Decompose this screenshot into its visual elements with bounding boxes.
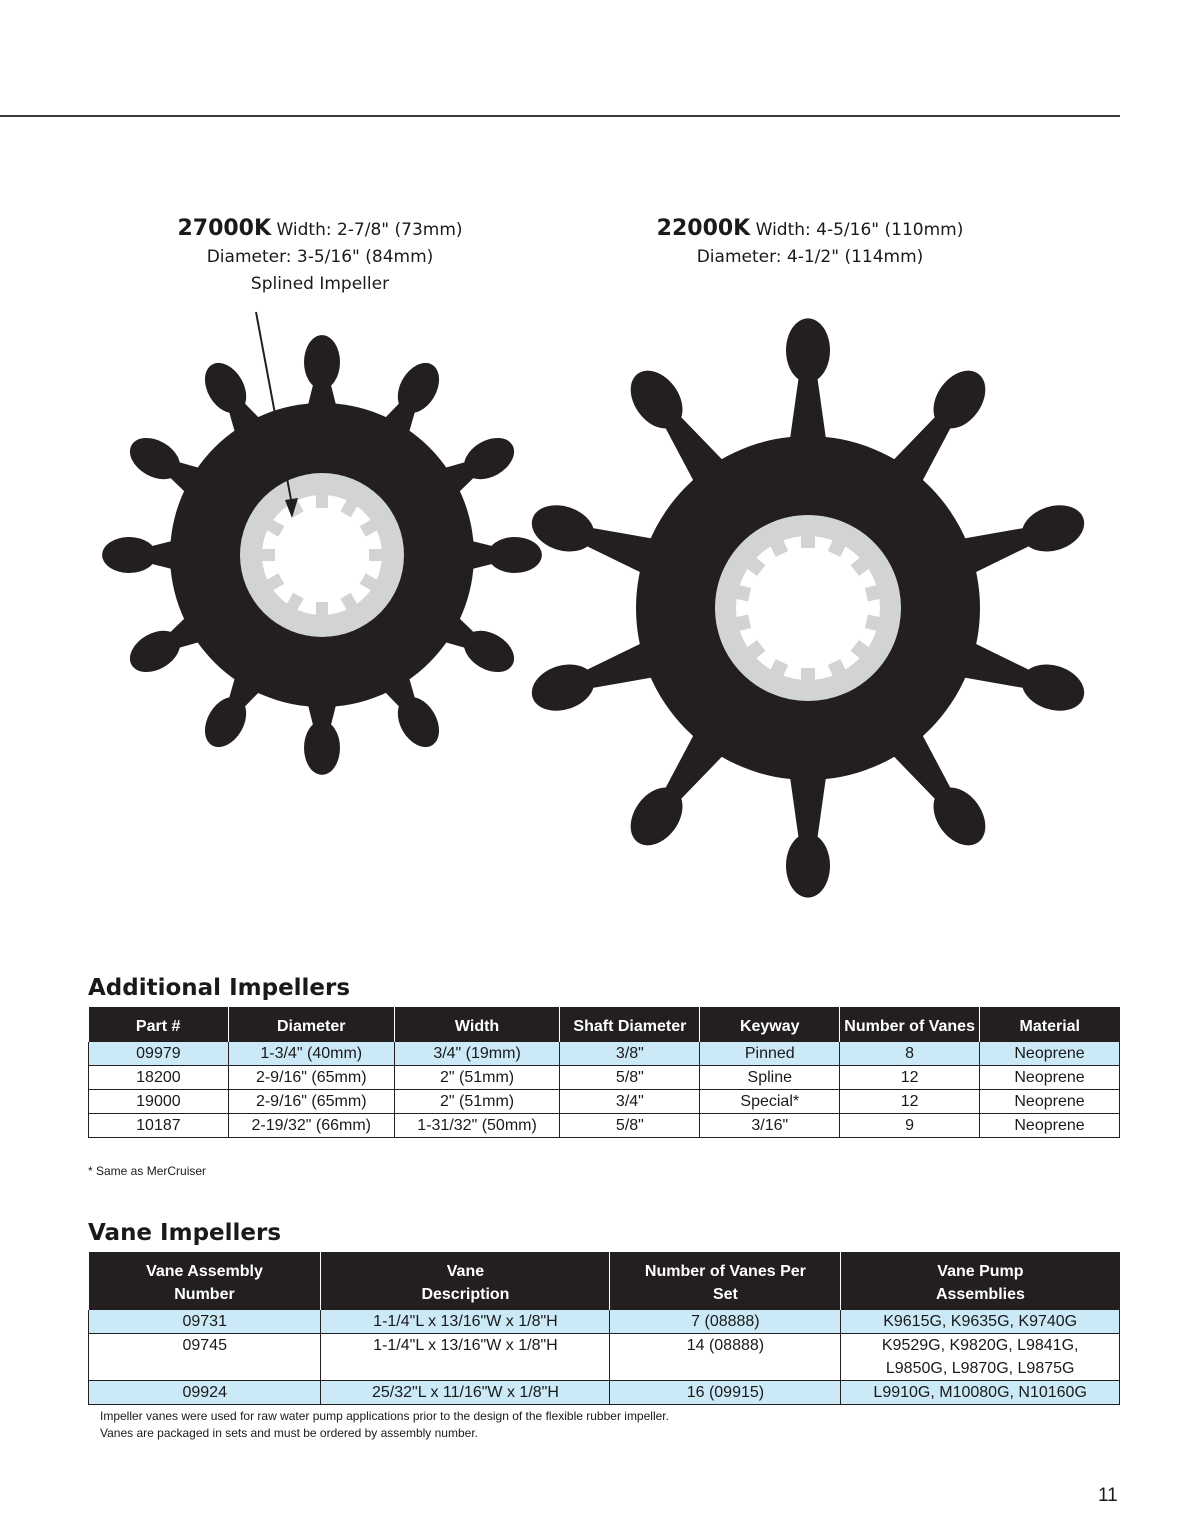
cell: Neoprene	[980, 1090, 1120, 1114]
cell: 18200	[89, 1066, 229, 1090]
cell: 3/4" (19mm)	[394, 1042, 560, 1066]
diameter-27000k: Diameter: 3-5/16" (84mm)	[206, 247, 434, 267]
additional-impellers-title: Additional Impellers	[88, 975, 351, 1001]
col-header-width: Width	[394, 1007, 560, 1042]
col-header-shaft-diameter: Shaft Diameter	[560, 1007, 700, 1042]
cell: K9615G, K9635G, K9740G	[841, 1310, 1120, 1334]
table-row	[89, 1310, 1120, 1334]
impeller-22000k-illustration	[526, 318, 1090, 897]
impeller-vane	[526, 637, 661, 718]
impeller-vane	[102, 537, 180, 573]
cell: 16 (09915)	[610, 1381, 841, 1405]
col-header-material: Material	[980, 1007, 1120, 1042]
table-row	[89, 1042, 1120, 1066]
cell: 12	[840, 1066, 980, 1090]
cell: 3/4"	[560, 1090, 700, 1114]
col-header-vane-description: Vane Description	[321, 1252, 610, 1310]
spline-tooth	[369, 549, 384, 561]
col-header-vanes-per-set: Number of Vanes Per Set	[610, 1252, 841, 1310]
vane-note-line-2: Vanes are packaged in sets and must be ordered by assembly number.	[100, 1426, 478, 1440]
diameter-22000k: Diameter: 4-1/2" (114mm)	[696, 247, 924, 267]
cell: 5/8"	[560, 1114, 700, 1138]
impeller-vane	[304, 335, 340, 413]
cell: 1-3/4" (40mm)	[228, 1042, 394, 1066]
col-header-keyway: Keyway	[700, 1007, 840, 1042]
vane-impellers-table	[88, 1252, 1120, 1405]
spline-tooth	[260, 549, 275, 561]
cell: 9	[840, 1114, 980, 1138]
cell: 1-31/32" (50mm)	[394, 1114, 560, 1138]
impeller-vane	[955, 637, 1090, 718]
cell: 2" (51mm)	[394, 1066, 560, 1090]
cell: 19000	[89, 1090, 229, 1114]
spline-tooth	[801, 668, 815, 682]
width-27000k: Width: 2-7/8" (73mm)	[276, 220, 463, 240]
cell: 10187	[89, 1114, 229, 1138]
part-number-22000k: 22000K	[656, 216, 751, 241]
cell: 8	[840, 1042, 980, 1066]
cell: 12	[840, 1090, 980, 1114]
width-22000k: Width: 4-5/16" (110mm)	[755, 220, 964, 240]
col-header-part: Part #	[89, 1007, 229, 1042]
impeller-bore	[262, 495, 382, 615]
impeller-vane	[464, 537, 542, 573]
cell: 14 (08888)	[610, 1334, 841, 1381]
vane-impeller-notes	[100, 1408, 669, 1442]
table-row	[89, 1066, 1120, 1090]
cell: 3/8"	[560, 1042, 700, 1066]
cell: 09979	[89, 1042, 229, 1066]
cell: 2" (51mm)	[394, 1090, 560, 1114]
col-header-vane-assembly: Vane Assembly Number	[89, 1252, 321, 1310]
cell: 2-9/16" (65mm)	[228, 1090, 394, 1114]
cell: 7 (08888)	[610, 1310, 841, 1334]
page-number: 11	[1098, 1485, 1118, 1506]
table-row	[89, 1334, 1120, 1381]
cell: 5/8"	[560, 1066, 700, 1090]
cell: 09731	[89, 1310, 321, 1334]
mercruiser-footnote: * Same as MerCruiser	[88, 1164, 207, 1178]
table-header-row	[89, 1252, 1120, 1310]
cell: 2-19/32" (66mm)	[228, 1114, 394, 1138]
vane-note-line-1: Impeller vanes were used for raw water pump applications prior to the design of the flexible rubber impeller.	[100, 1409, 669, 1423]
table-row	[89, 1090, 1120, 1114]
cell: L9910G, M10080G, N10160G	[841, 1381, 1120, 1405]
impeller-vane	[304, 697, 340, 775]
part-number-27000k: 27000K	[177, 216, 272, 241]
impeller-vane	[786, 770, 830, 898]
splined-impeller-label: Splined Impeller	[250, 274, 390, 294]
vane-impellers-title: Vane Impellers	[88, 1220, 282, 1246]
table-row	[89, 1381, 1120, 1405]
impeller-vane	[526, 498, 661, 579]
impeller-27000k-illustration	[102, 335, 542, 775]
impeller-bore	[736, 536, 880, 680]
cell: K9529G, K9820G, L9841G, L9850G, L9870G, L9875G	[841, 1334, 1120, 1381]
cell: 3/16"	[700, 1114, 840, 1138]
cell: 2-9/16" (65mm)	[228, 1066, 394, 1090]
col-header-number-of-vanes: Number of Vanes	[840, 1007, 980, 1042]
cell: 25/32"L x 11/16"W x 1/8"H	[321, 1381, 610, 1405]
col-header-pump-assemblies: Vane Pump Assemblies	[841, 1252, 1120, 1310]
spline-tooth	[316, 602, 328, 617]
cell: Spline	[700, 1066, 840, 1090]
cell: 09745	[89, 1334, 321, 1381]
cell: Neoprene	[980, 1042, 1120, 1066]
cell: Neoprene	[980, 1066, 1120, 1090]
table-row	[89, 1114, 1120, 1138]
cell: 09924	[89, 1381, 321, 1405]
col-header-diameter: Diameter	[228, 1007, 394, 1042]
cell: 1-1/4"L x 13/16"W x 1/8"H	[321, 1310, 610, 1334]
cell: 1-1/4"L x 13/16"W x 1/8"H	[321, 1334, 610, 1381]
cell: Pinned	[700, 1042, 840, 1066]
table-header-row	[89, 1007, 1120, 1042]
impeller-vane	[786, 318, 830, 446]
additional-impellers-table	[88, 1007, 1120, 1138]
cell: Neoprene	[980, 1114, 1120, 1138]
cell: Special*	[700, 1090, 840, 1114]
impeller-vane	[955, 498, 1090, 579]
spline-tooth	[801, 534, 815, 548]
spline-tooth	[316, 493, 328, 508]
